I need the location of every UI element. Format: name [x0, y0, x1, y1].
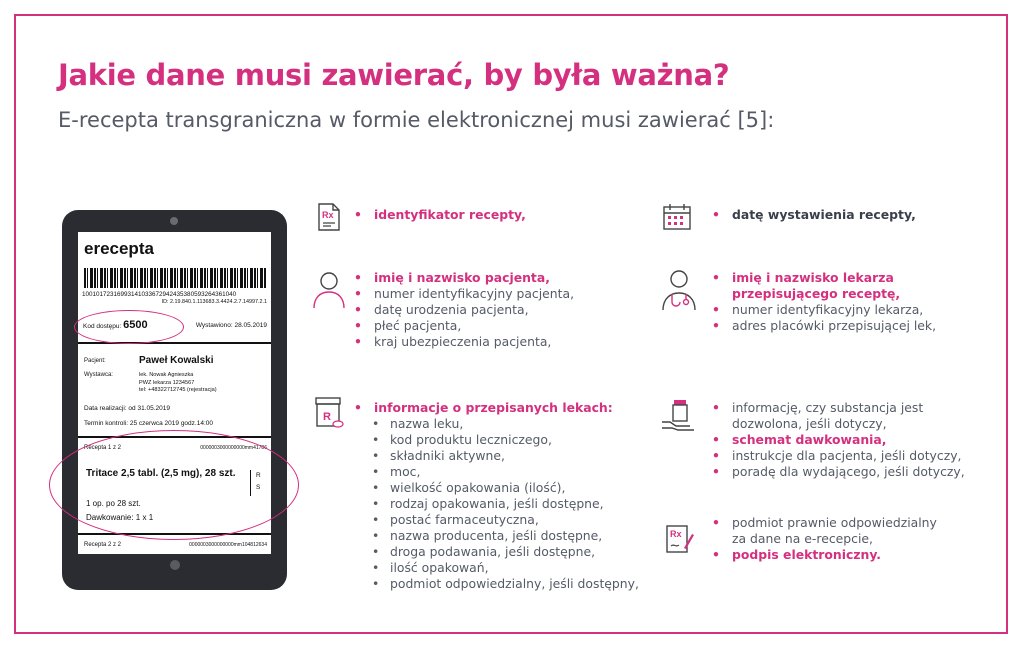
list-item: dozwolona, jeśli dotyczy, — [732, 416, 887, 431]
prescription-id: ID: 2.19.840.1.113683.3.4424.2.7.14997.2.1 — [161, 299, 267, 305]
recepta-1-label: Recepta 1 z 2 — [84, 445, 122, 451]
page-subtitle: E-recepta transgraniczna w formie elektronicznej musi zawierać [5]: — [58, 108, 775, 132]
list-item: • schemat dawkowania, — [712, 432, 965, 448]
list-item: • informacje o przepisanych lekach: — [354, 400, 639, 416]
control-date: Termin kontroli: 25 czerwca 2019 godz.14:00 — [84, 420, 213, 427]
list-item: przepisującego receptę, — [732, 286, 901, 301]
list-item: • adres placówki przepisującej lek, — [712, 318, 936, 334]
list-item: • podmiot odpowiedzialny, jeśli dostępny, — [354, 576, 639, 592]
svg-text:R: R — [323, 411, 331, 423]
phone-camera — [170, 217, 178, 225]
prescription-icon — [314, 202, 344, 232]
list-item: • nazwa producenta, jeśli dostępne, — [354, 528, 639, 544]
block-leki — [354, 400, 639, 592]
list-item: • moc, — [354, 464, 639, 480]
drug-highlight — [49, 430, 299, 540]
list-item: • ilość opakowań, — [354, 560, 639, 576]
patient-label: Pacjent: — [84, 358, 106, 364]
drug-name: Tritace 2,5 tabl. (2,5 mg), 28 szt. — [86, 468, 236, 479]
list-item: • droga podawania, jeśli dostępne, — [354, 544, 639, 560]
barcode — [84, 268, 266, 288]
calendar-icon — [662, 202, 692, 232]
list-item: • nazwa leku, — [354, 416, 639, 432]
signature-icon — [664, 524, 694, 554]
dosage-info: Dawkowanie: 1 x 1 — [86, 513, 154, 522]
access-code-value: 6500 — [123, 319, 148, 331]
recepta-2-code: 0000003000000000mm104812634 — [189, 542, 267, 548]
list-item: • składniki aktywne, — [354, 448, 639, 464]
issuer-name: lek. Nowak Agnieszka — [139, 372, 194, 378]
list-item: • imię i nazwisko lekarza — [712, 270, 936, 286]
list-item: • datę urodzenia pacjenta, — [354, 302, 574, 318]
pill-bottle-hand-icon — [660, 398, 696, 432]
block-identyfikator — [354, 207, 526, 223]
recepta-2-label: Recepta 2 z 2 — [84, 542, 122, 548]
issuer-pwz: PWZ lekarza 1234567 — [139, 379, 195, 386]
recepta-1-code: 0000003000000000mm41786 — [200, 445, 267, 451]
realization-date: Data realizacji: od 31.05.2019 — [84, 405, 171, 412]
list-item: • identyfikator recepty, — [354, 207, 526, 223]
issuer-label: Wystawca: — [84, 372, 113, 378]
access-code-label: Kod dostępu: — [83, 323, 122, 330]
issuer-details — [139, 372, 217, 395]
list-item: • rodzaj opakowania, jeśli dostępne, — [354, 496, 639, 512]
patient-icon — [312, 270, 346, 310]
list-item: • imię i nazwisko pacjenta, — [354, 270, 574, 286]
rs-s: S — [256, 484, 261, 491]
package-info: 1 op. po 28 szt. — [86, 499, 141, 508]
barcode-number: 10010172316993141033672942435380593264361040 — [82, 291, 237, 298]
rs-r: R — [256, 472, 261, 479]
page-title: Jakie dane musi zawierać, by była ważna? — [58, 58, 730, 92]
erecepta-logo: erecepta — [84, 239, 154, 258]
list-item: • instrukcje dla pacjenta, jeśli dotyczy, — [712, 448, 965, 464]
block-substancja — [712, 400, 965, 480]
list-item: • postać farmaceutyczna, — [354, 512, 639, 528]
list-item: • datę wystawienia recepty, — [712, 207, 916, 223]
list-item: za dane na e-recepcie, — [732, 531, 873, 546]
phone-home-button — [170, 560, 180, 570]
doctor-icon — [660, 268, 698, 312]
medicine-box-icon — [312, 396, 344, 430]
list-item: • kraj ubezpieczenia pacjenta, — [354, 334, 574, 350]
list-item: • płeć pacjenta, — [354, 318, 574, 334]
block-podmiot — [712, 515, 937, 563]
list-item: • informację, czy substancja jest — [712, 400, 965, 416]
list-item: • kod produktu leczniczego, — [354, 432, 639, 448]
block-lekarz — [712, 270, 936, 334]
issued-date: Wystawiono: 28.05.2019 — [195, 322, 267, 329]
patient-name: Paweł Kowalski — [139, 355, 214, 366]
list-item: • numer identyfikacyjny pacjenta, — [354, 286, 574, 302]
list-item: • podpis elektroniczny. — [712, 547, 937, 563]
access-code-highlight — [74, 310, 184, 344]
list-item: • wielkość opakowania (ilość), — [354, 480, 639, 496]
list-item: • poradę dla wydającego, jeśli dotyczy, — [712, 464, 965, 480]
svg-text:Rx: Rx — [670, 529, 682, 539]
block-data — [712, 207, 916, 223]
list-item: • podmiot prawnie odpowiedzialny — [712, 515, 937, 531]
svg-text:Rx: Rx — [322, 210, 334, 220]
list-item: • numer identyfikacyjny lekarza, — [712, 302, 936, 318]
block-pacjent — [354, 270, 574, 350]
issuer-phone: tel: +48322712745 (rejestracja) — [139, 387, 217, 393]
